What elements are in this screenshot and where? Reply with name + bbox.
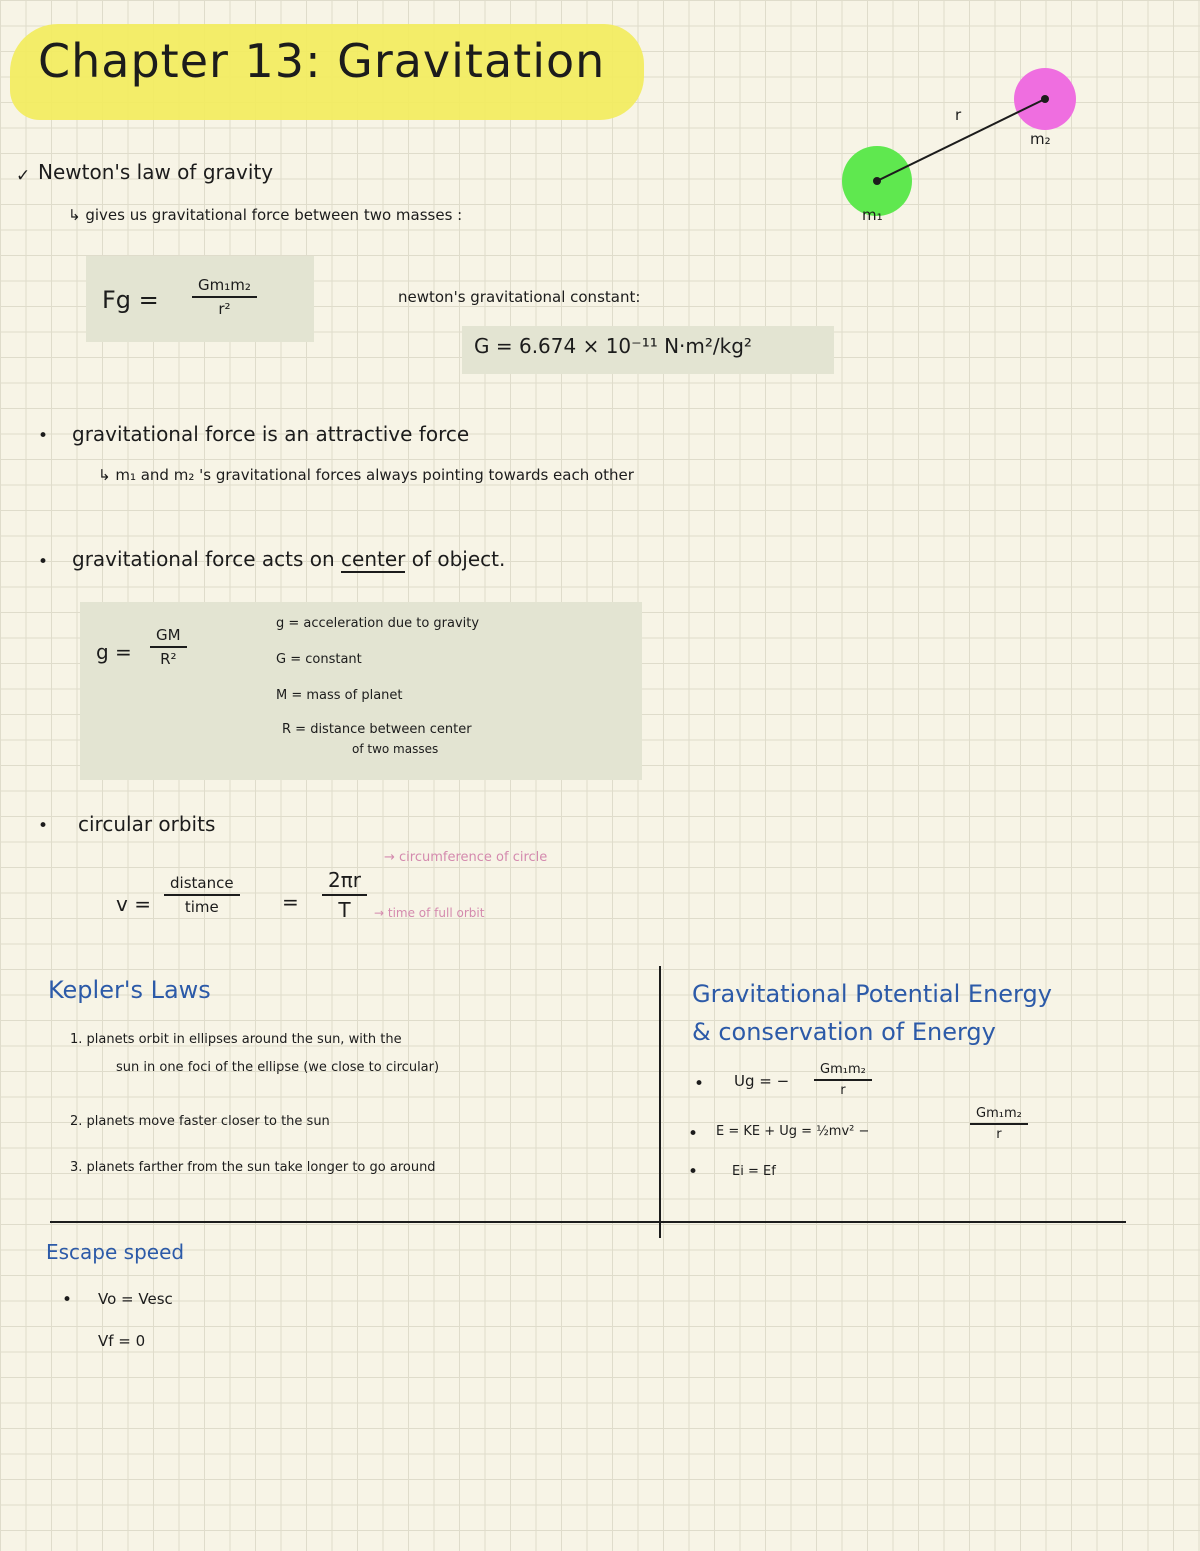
center-heading-underlined: center xyxy=(341,547,406,571)
orbit-v-fraction xyxy=(164,874,240,916)
vertical-divider xyxy=(659,966,661,1238)
kepler-law1-line2: sun in one foci of the ellipse (we close to circular) xyxy=(116,1060,440,1075)
gpe-eq2-fraction xyxy=(970,1106,1028,1142)
gravity-formula-fraction xyxy=(150,626,187,668)
gpe-eq2-den: r xyxy=(996,1127,1002,1142)
kepler-law3: 3. planets farther from the sun take longer to go around xyxy=(70,1160,436,1175)
kepler-law2: 2. planets move faster closer to the sun xyxy=(70,1114,330,1129)
attractive-heading: gravitational force is an attractive force xyxy=(72,422,470,446)
constant-label: newton's gravitational constant: xyxy=(398,288,641,306)
gravity-formula-lhs: g = xyxy=(96,640,132,664)
attractive-desc: ↳ m₁ and m₂ 's gravitational forces always pointing towards each other xyxy=(98,466,634,484)
def-g: g = acceleration due to gravity xyxy=(276,616,480,631)
newton-formula-fraction xyxy=(192,276,257,318)
bullet-icon: • xyxy=(38,552,49,572)
orbit-rhs-fraction xyxy=(322,868,367,922)
bullet-icon: • xyxy=(38,816,49,836)
center-heading-pre: gravitational force acts on xyxy=(72,547,335,571)
gpe-eq2-lhs: E = KE + Ug = ½mv² − xyxy=(716,1124,870,1139)
orbit-note-period: → time of full orbit xyxy=(374,906,485,920)
label-m1: m₁ xyxy=(862,206,883,224)
m1-center-dot xyxy=(873,177,881,185)
gpe-eq2-num: Gm₁m₂ xyxy=(970,1106,1028,1125)
gpe-heading-line1: Gravitational Potential Energy xyxy=(692,980,1052,1008)
newton-desc: ↳ gives us gravitational force between two masses : xyxy=(68,206,463,224)
gpe-eq3: Ei = Ef xyxy=(732,1164,776,1179)
page-title: Chapter 13: Gravitation xyxy=(38,34,606,88)
center-heading-post: of object. xyxy=(411,547,506,571)
bullet-icon: • xyxy=(688,1124,699,1144)
m2-center-dot xyxy=(1041,95,1049,103)
gpe-heading-line2: & conservation of Energy xyxy=(692,1018,996,1046)
label-m2: m₂ xyxy=(1030,130,1051,148)
orbit-equals: = xyxy=(282,890,299,914)
gravity-formula-num: GM xyxy=(150,626,187,648)
def-r-cont: of two masses xyxy=(352,742,439,756)
escape-line1: Vo = Vesc xyxy=(98,1290,173,1308)
kepler-law1-line1: 1. planets orbit in ellipses around the sun, with the xyxy=(70,1032,402,1047)
newton-formula-lhs: Fg = xyxy=(102,286,159,314)
gpe-eq1-lhs: Ug = − xyxy=(734,1072,790,1090)
newton-heading: Newton's law of gravity xyxy=(38,160,274,184)
orbit-v-lhs: v = xyxy=(116,892,151,916)
constant-value: G = 6.674 × 10⁻¹¹ N·m²/kg² xyxy=(474,334,752,358)
orbit-rhs-num: 2πr xyxy=(322,868,367,896)
bullet-icon: • xyxy=(38,426,49,446)
orbit-rhs-den: T xyxy=(338,898,351,922)
newton-formula-num: Gm₁m₂ xyxy=(192,276,257,298)
bullet-icon: • xyxy=(62,1290,73,1310)
gpe-eq1-fraction xyxy=(814,1062,872,1098)
def-big-g: G = constant xyxy=(276,652,362,667)
horizontal-divider xyxy=(50,1221,1126,1223)
label-r: r xyxy=(955,106,962,124)
escape-heading: Escape speed xyxy=(46,1240,185,1264)
gravity-formula-den: R² xyxy=(160,650,177,668)
gpe-eq1-num: Gm₁m₂ xyxy=(814,1062,872,1081)
def-r: R = distance between center xyxy=(282,722,472,737)
kepler-heading: Kepler's Laws xyxy=(48,976,211,1004)
bullet-icon: ✓ xyxy=(16,166,31,186)
orbit-v-den: time xyxy=(184,898,219,916)
orbit-v-num: distance xyxy=(164,874,240,896)
center-heading xyxy=(72,547,505,571)
bullet-icon: • xyxy=(688,1162,699,1182)
gpe-eq1-den: r xyxy=(840,1083,846,1098)
orbit-note-circumference: → circumference of circle xyxy=(384,850,548,865)
newton-formula-den: r² xyxy=(218,300,231,318)
escape-line2: Vf = 0 xyxy=(98,1332,146,1350)
def-m: M = mass of planet xyxy=(276,688,403,703)
bullet-icon: • xyxy=(694,1074,705,1094)
orbits-heading: circular orbits xyxy=(78,812,216,836)
